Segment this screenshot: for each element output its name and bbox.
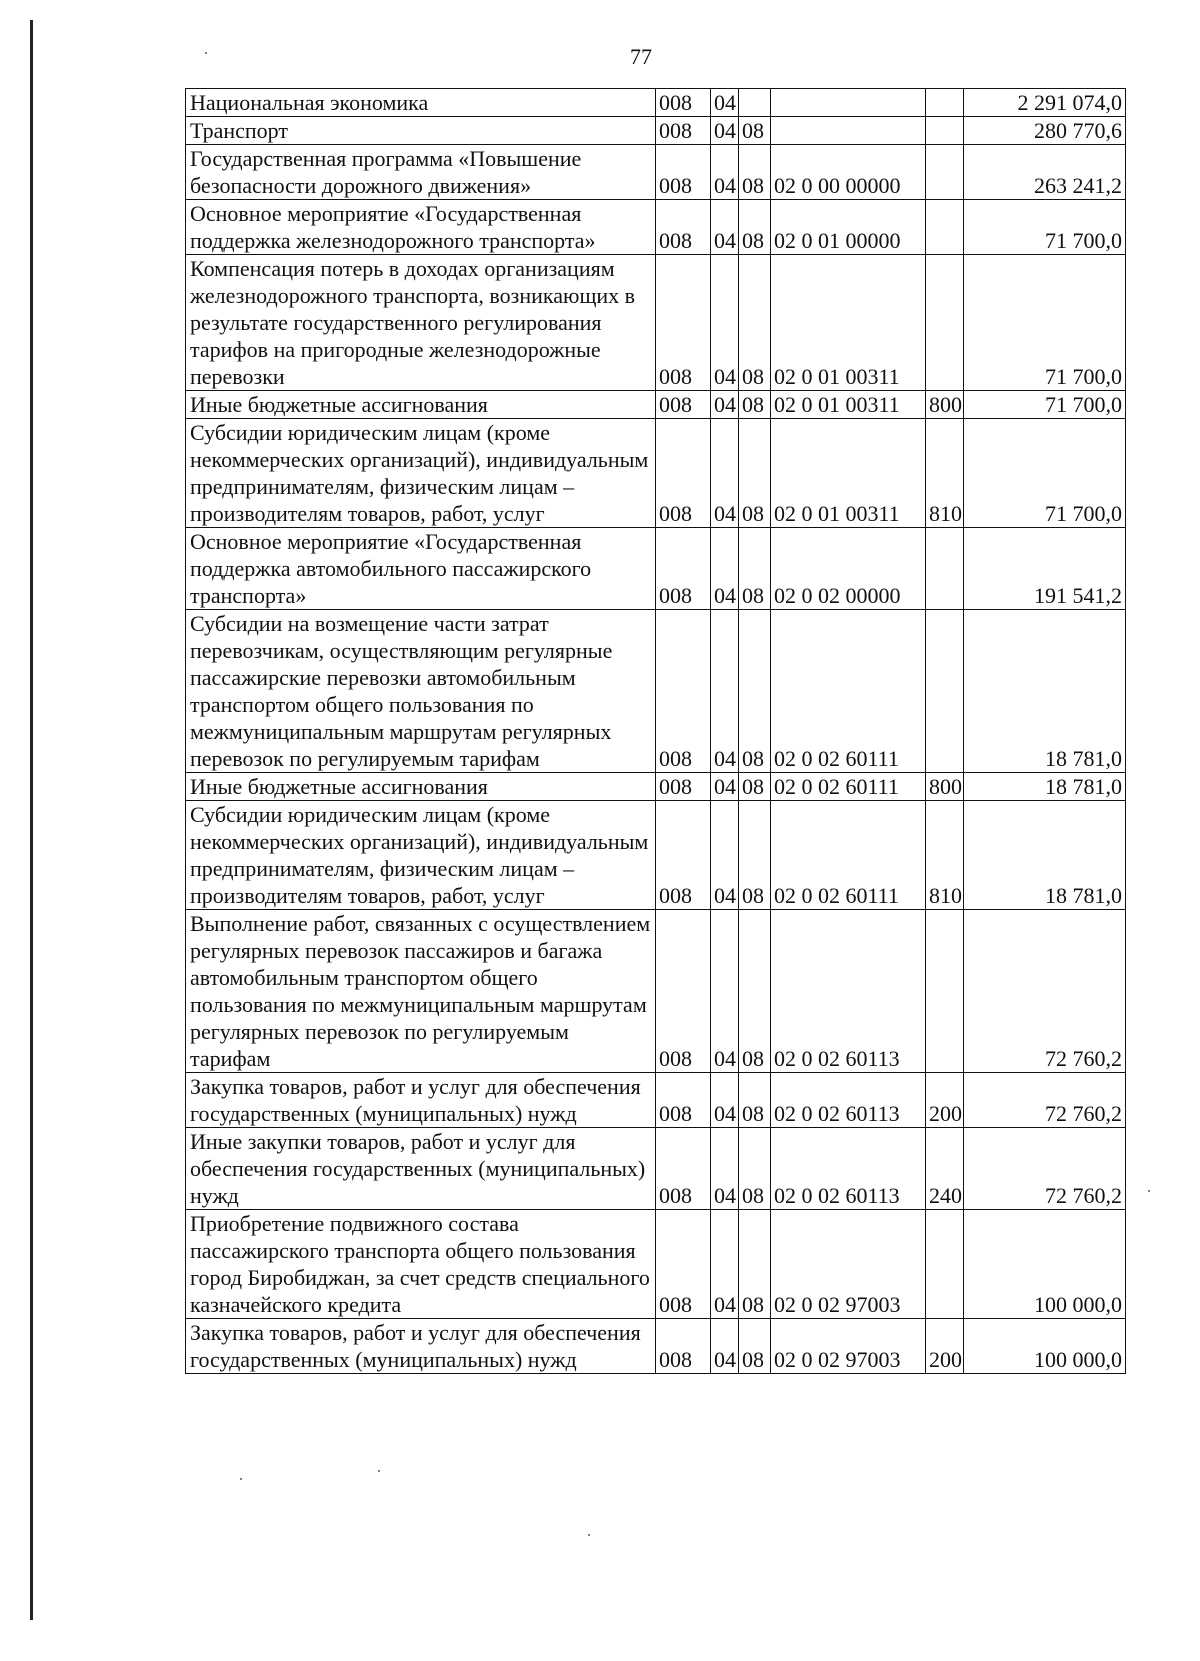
table-row — [186, 801, 1126, 910]
table-row — [186, 200, 1126, 255]
subsection-code: 08 — [739, 1073, 771, 1128]
section-code: 04 — [711, 1128, 739, 1210]
amount: 72 760,2 — [964, 910, 1126, 1073]
subsection-code: 08 — [739, 391, 771, 419]
table-row — [186, 610, 1126, 773]
grbs-code: 008 — [656, 910, 711, 1073]
section-code: 04 — [711, 801, 739, 910]
budget-table-body — [186, 89, 1126, 1374]
amount: 72 760,2 — [964, 1128, 1126, 1210]
target-article-code: 02 0 01 00311 — [771, 255, 926, 391]
amount: 280 770,6 — [964, 117, 1126, 145]
section-code: 04 — [711, 1073, 739, 1128]
subsection-code: 08 — [739, 910, 771, 1073]
target-article-code: 02 0 02 00000 — [771, 528, 926, 610]
section-code: 04 — [711, 419, 739, 528]
amount: 100 000,0 — [964, 1319, 1126, 1374]
amount: 71 700,0 — [964, 391, 1126, 419]
row-name: Субсидии на возмещение части затрат перевозчикам, осуществляющим регулярные пассажирские перевозки автомобильным транспортом общего пользования по межмуниципальным маршрутам регулярных перевозок по регулируемым тарифам — [186, 610, 656, 773]
target-article-code: 02 0 02 60113 — [771, 1128, 926, 1210]
subsection-code: 08 — [739, 1319, 771, 1374]
target-article-code: 02 0 01 00311 — [771, 391, 926, 419]
target-article-code: 02 0 02 97003 — [771, 1319, 926, 1374]
scan-speck — [378, 1470, 380, 1472]
expense-type-code — [926, 255, 964, 391]
row-name: Субсидии юридическим лицам (кроме некоммерческих организаций), индивидуальным предпринимателям, физическим лицам – производителям товаров, работ, услуг — [186, 801, 656, 910]
subsection-code: 08 — [739, 610, 771, 773]
expense-type-code — [926, 610, 964, 773]
row-name: Транспорт — [186, 117, 656, 145]
section-code: 04 — [711, 255, 739, 391]
table-row — [186, 1128, 1126, 1210]
amount: 71 700,0 — [964, 255, 1126, 391]
table-row — [186, 1319, 1126, 1374]
amount: 18 781,0 — [964, 610, 1126, 773]
section-code: 04 — [711, 145, 739, 200]
budget-table — [185, 88, 1126, 1374]
row-name: Выполнение работ, связанных с осуществлением регулярных перевозок пассажиров и багажа автомобильным транспортом общего пользования по межмуниципальным маршрутам регулярных перевозок по регулируемым тарифам — [186, 910, 656, 1073]
table-row — [186, 1210, 1126, 1319]
expense-type-code: 200 — [926, 1073, 964, 1128]
amount: 18 781,0 — [964, 801, 1126, 910]
expense-type-code: 200 — [926, 1319, 964, 1374]
section-code: 04 — [711, 610, 739, 773]
section-code: 04 — [711, 117, 739, 145]
section-code: 04 — [711, 200, 739, 255]
expense-type-code — [926, 89, 964, 117]
grbs-code: 008 — [656, 391, 711, 419]
target-article-code — [771, 117, 926, 145]
grbs-code: 008 — [656, 255, 711, 391]
section-code: 04 — [711, 528, 739, 610]
amount: 71 700,0 — [964, 200, 1126, 255]
target-article-code: 02 0 02 60111 — [771, 610, 926, 773]
amount: 191 541,2 — [964, 528, 1126, 610]
subsection-code: 08 — [739, 117, 771, 145]
row-name: Иные бюджетные ассигнования — [186, 773, 656, 801]
target-article-code: 02 0 02 60113 — [771, 1073, 926, 1128]
row-name: Основное мероприятие «Государственная поддержка автомобильного пассажирского транспорта» — [186, 528, 656, 610]
amount: 18 781,0 — [964, 773, 1126, 801]
grbs-code: 008 — [656, 145, 711, 200]
row-name: Приобретение подвижного состава пассажирского транспорта общего пользования город Биробиджан, за счет средств специального казначейского кредита — [186, 1210, 656, 1319]
grbs-code: 008 — [656, 89, 711, 117]
scan-speck — [1148, 1190, 1150, 1192]
amount: 72 760,2 — [964, 1073, 1126, 1128]
grbs-code: 008 — [656, 200, 711, 255]
page-number: 77 — [630, 44, 652, 69]
row-name: Компенсация потерь в доходах организациям железнодорожного транспорта, возникающих в результате государственного регулирования тарифов на пригородные железнодорожные перевозки — [186, 255, 656, 391]
row-name: Иные бюджетные ассигнования — [186, 391, 656, 419]
target-article-code: 02 0 02 60113 — [771, 910, 926, 1073]
amount: 2 291 074,0 — [964, 89, 1126, 117]
row-name: Иные закупки товаров, работ и услуг для обеспечения государственных (муниципальных) нужд — [186, 1128, 656, 1210]
expense-type-code — [926, 1210, 964, 1319]
grbs-code: 008 — [656, 1128, 711, 1210]
table-row — [186, 1073, 1126, 1128]
subsection-code: 08 — [739, 145, 771, 200]
subsection-code: 08 — [739, 528, 771, 610]
row-name: Закупка товаров, работ и услуг для обеспечения государственных (муниципальных) нужд — [186, 1319, 656, 1374]
expense-type-code — [926, 528, 964, 610]
table-row — [186, 145, 1126, 200]
subsection-code: 08 — [739, 801, 771, 910]
row-name: Закупка товаров, работ и услуг для обеспечения государственных (муниципальных) нужд — [186, 1073, 656, 1128]
amount: 263 241,2 — [964, 145, 1126, 200]
grbs-code: 008 — [656, 1210, 711, 1319]
subsection-code: 08 — [739, 1128, 771, 1210]
subsection-code — [739, 89, 771, 117]
row-name: Основное мероприятие «Государственная поддержка железнодорожного транспорта» — [186, 200, 656, 255]
section-code: 04 — [711, 910, 739, 1073]
subsection-code: 08 — [739, 1210, 771, 1319]
target-article-code: 02 0 01 00311 — [771, 419, 926, 528]
amount: 71 700,0 — [964, 419, 1126, 528]
table-row — [186, 89, 1126, 117]
target-article-code: 02 0 02 97003 — [771, 1210, 926, 1319]
expense-type-code — [926, 145, 964, 200]
subsection-code: 08 — [739, 255, 771, 391]
expense-type-code — [926, 200, 964, 255]
target-article-code — [771, 89, 926, 117]
target-article-code: 02 0 02 60111 — [771, 801, 926, 910]
table-row — [186, 255, 1126, 391]
expense-type-code: 800 — [926, 773, 964, 801]
scan-speck — [588, 1534, 590, 1536]
section-code: 04 — [711, 1210, 739, 1319]
target-article-code: 02 0 01 00000 — [771, 200, 926, 255]
section-code: 04 — [711, 391, 739, 419]
grbs-code: 008 — [656, 1073, 711, 1128]
grbs-code: 008 — [656, 801, 711, 910]
scan-speck — [240, 1478, 242, 1480]
scan-speck — [205, 52, 207, 54]
grbs-code: 008 — [656, 117, 711, 145]
expense-type-code: 810 — [926, 801, 964, 910]
grbs-code: 008 — [656, 528, 711, 610]
table-row — [186, 117, 1126, 145]
expense-type-code: 810 — [926, 419, 964, 528]
table-row — [186, 391, 1126, 419]
row-name: Национальная экономика — [186, 89, 656, 117]
subsection-code: 08 — [739, 773, 771, 801]
table-row — [186, 419, 1126, 528]
subsection-code: 08 — [739, 200, 771, 255]
row-name: Субсидии юридическим лицам (кроме некоммерческих организаций), индивидуальным предпринимателям, физическим лицам – производителям товаров, работ, услуг — [186, 419, 656, 528]
grbs-code: 008 — [656, 1319, 711, 1374]
section-code: 04 — [711, 1319, 739, 1374]
expense-type-code: 800 — [926, 391, 964, 419]
expense-type-code: 240 — [926, 1128, 964, 1210]
row-name: Государственная программа «Повышение безопасности дорожного движения» — [186, 145, 656, 200]
expense-type-code — [926, 117, 964, 145]
subsection-code: 08 — [739, 419, 771, 528]
grbs-code: 008 — [656, 610, 711, 773]
section-code: 04 — [711, 773, 739, 801]
binding-edge — [30, 20, 33, 1620]
target-article-code: 02 0 00 00000 — [771, 145, 926, 200]
table-row — [186, 773, 1126, 801]
grbs-code: 008 — [656, 773, 711, 801]
table-row — [186, 910, 1126, 1073]
section-code: 04 — [711, 89, 739, 117]
grbs-code: 008 — [656, 419, 711, 528]
amount: 100 000,0 — [964, 1210, 1126, 1319]
table-row — [186, 528, 1126, 610]
expense-type-code — [926, 910, 964, 1073]
target-article-code: 02 0 02 60111 — [771, 773, 926, 801]
